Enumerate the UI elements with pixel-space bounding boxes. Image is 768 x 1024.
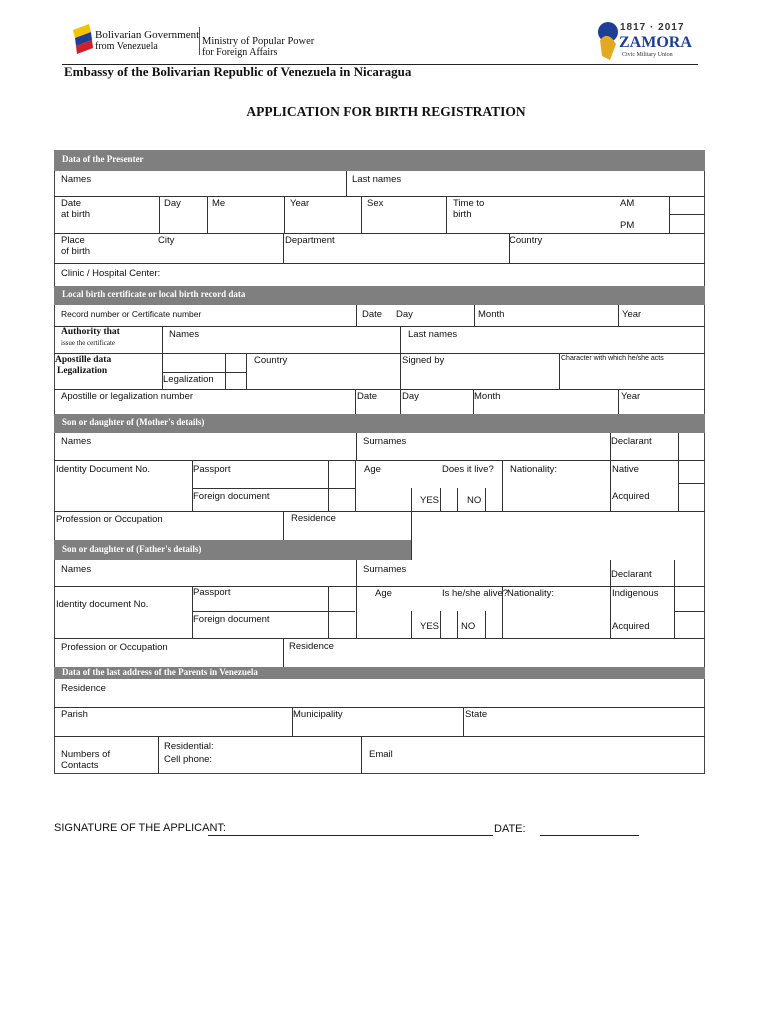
father-indigenous-label: Indigenous bbox=[612, 588, 659, 599]
mother-alive-label: Does it live? bbox=[442, 464, 494, 475]
department-label: Department bbox=[285, 235, 335, 246]
birth-day-label: Day bbox=[164, 198, 181, 209]
address-residence-label: Residence bbox=[61, 683, 106, 694]
gov-line-2: from Venezuela bbox=[95, 41, 158, 52]
apostille-date-label: Date bbox=[357, 391, 378, 402]
zamora-sub: Civic Military Union bbox=[622, 52, 673, 58]
date-at-birth-label-2: at birth bbox=[61, 209, 91, 220]
mother-nationality-label: Nationality: bbox=[510, 464, 557, 475]
place-of-birth-label-2: of birth bbox=[61, 246, 91, 257]
mother-foreign-doc-label: Foreign document bbox=[193, 491, 270, 502]
municipality-label: Municipality bbox=[293, 709, 343, 720]
apostille-label-2: Legalization bbox=[57, 366, 108, 376]
footer-date-label: DATE: bbox=[494, 823, 526, 835]
email-label: Email bbox=[369, 749, 393, 760]
apostille-month-label: Month bbox=[474, 391, 501, 402]
zamora-logo bbox=[596, 20, 620, 60]
father-foreign-doc-label: Foreign document bbox=[193, 614, 270, 625]
birth-year-label: Year bbox=[290, 198, 310, 209]
signed-by-label: Signed by bbox=[402, 355, 445, 366]
father-id-label: Identity document No. bbox=[56, 599, 149, 610]
zamora-years: 1817 · 2017 bbox=[620, 22, 685, 33]
am-label: AM bbox=[620, 198, 635, 209]
presenter-names-label: Names bbox=[61, 174, 92, 185]
cell-phone-label: Cell phone: bbox=[164, 754, 213, 765]
mother-surnames-label: Surnames bbox=[363, 436, 407, 447]
authority-names-label: Names bbox=[169, 329, 200, 340]
mother-yes-label: YES bbox=[420, 495, 440, 506]
residential-phone-label: Residential: bbox=[164, 741, 214, 752]
city-label: City bbox=[158, 235, 175, 246]
contacts-label-1: Numbers of bbox=[61, 749, 111, 760]
father-acquired-label: Acquired bbox=[612, 621, 650, 632]
father-age-label: Age bbox=[375, 588, 392, 599]
record-day-label: Day bbox=[396, 309, 413, 320]
father-declarant-label: Declarant bbox=[611, 569, 652, 580]
mother-passport-label: Passport bbox=[193, 464, 231, 475]
signature-label: SIGNATURE OF THE APPLICANT: bbox=[54, 822, 226, 834]
character-label: Character with which he/she acts bbox=[561, 355, 664, 362]
local-section-header: Local birth certificate or local birth record data bbox=[54, 286, 705, 305]
gov-line-1: Bolivarian Government bbox=[95, 29, 200, 41]
father-yes-label: YES bbox=[420, 621, 440, 632]
authority-label-1: Authority that bbox=[61, 327, 120, 337]
apostille-year-label: Year bbox=[621, 391, 641, 402]
father-alive-label: Is he/she alive? bbox=[442, 588, 509, 599]
father-profession-label: Profession or Occupation bbox=[61, 642, 168, 653]
page-title: APPLICATION FOR BIRTH REGISTRATION bbox=[246, 104, 526, 119]
signature-line[interactable] bbox=[208, 835, 493, 836]
presenter-last-names-label: Last names bbox=[352, 174, 402, 185]
presenter-section-header: Data of the Presenter bbox=[54, 150, 705, 171]
apostille-country-label: Country bbox=[254, 355, 288, 366]
record-number-label: Record number or Certificate number bbox=[61, 309, 202, 319]
father-residence-label: Residence bbox=[289, 641, 334, 652]
parish-label: Parish bbox=[61, 709, 88, 720]
legalization-label: Legalization bbox=[163, 374, 214, 385]
mother-residence-label: Residence bbox=[291, 513, 336, 524]
date-line[interactable] bbox=[540, 835, 639, 836]
father-section-header: Son or daughter of (Father's details) bbox=[54, 540, 411, 560]
birth-month-label: Me bbox=[212, 198, 226, 209]
time-of-birth-label-2: birth bbox=[453, 209, 472, 220]
venezuela-flag-logo bbox=[71, 22, 93, 54]
mother-profession-label: Profession or Occupation bbox=[56, 514, 163, 525]
authority-label-2: issue the certificate bbox=[61, 339, 116, 347]
ministry-line-2: for Foreign Affairs bbox=[202, 47, 278, 58]
mother-id-label: Identity Document No. bbox=[56, 464, 150, 475]
record-month-label: Month bbox=[478, 309, 505, 320]
place-of-birth-label-1: Place bbox=[61, 235, 85, 246]
zamora-name: ZAMORA bbox=[619, 34, 692, 51]
embassy-line: Embassy of the Bolivarian Republic of Venezuela in Nicaragua bbox=[64, 64, 412, 79]
record-date-label: Date bbox=[362, 309, 383, 320]
sex-label: Sex bbox=[367, 198, 384, 209]
address-section-header: Data of the last address of the Parents in Venezuela bbox=[54, 667, 705, 679]
date-at-birth-label-1: Date bbox=[61, 198, 82, 209]
ministry-line-1: Ministry of Popular Power bbox=[202, 36, 315, 47]
state-label: State bbox=[465, 709, 488, 720]
apostille-number-label: Apostille or legalization number bbox=[61, 391, 194, 402]
mother-declarant-label: Declarant bbox=[611, 436, 652, 447]
mother-acquired-label: Acquired bbox=[612, 491, 650, 502]
mother-names-label: Names bbox=[61, 436, 92, 447]
time-of-birth-label-1: Time to bbox=[453, 198, 485, 209]
pm-label: PM bbox=[620, 220, 635, 231]
contacts-label-2: Contacts bbox=[61, 760, 99, 771]
apostille-label-1: Apostille data bbox=[55, 355, 112, 365]
record-year-label: Year bbox=[622, 309, 642, 320]
father-names-label: Names bbox=[61, 564, 92, 575]
apostille-day-label: Day bbox=[402, 391, 419, 402]
mother-no-label: NO bbox=[467, 495, 482, 506]
mother-section-header: Son or daughter of (Mother's details) bbox=[54, 414, 705, 433]
father-passport-label: Passport bbox=[193, 587, 231, 598]
form-frame bbox=[54, 150, 705, 774]
father-surnames-label: Surnames bbox=[363, 564, 407, 575]
mother-age-label: Age bbox=[364, 464, 381, 475]
header-divider bbox=[199, 27, 200, 55]
authority-last-names-label: Last names bbox=[408, 329, 458, 340]
country-label: Country bbox=[509, 235, 543, 246]
father-nationality-label: Nationality: bbox=[507, 588, 554, 599]
clinic-label: Clinic / Hospital Center: bbox=[61, 268, 161, 279]
mother-native-label: Native bbox=[612, 464, 639, 475]
father-no-label: NO bbox=[461, 621, 476, 632]
